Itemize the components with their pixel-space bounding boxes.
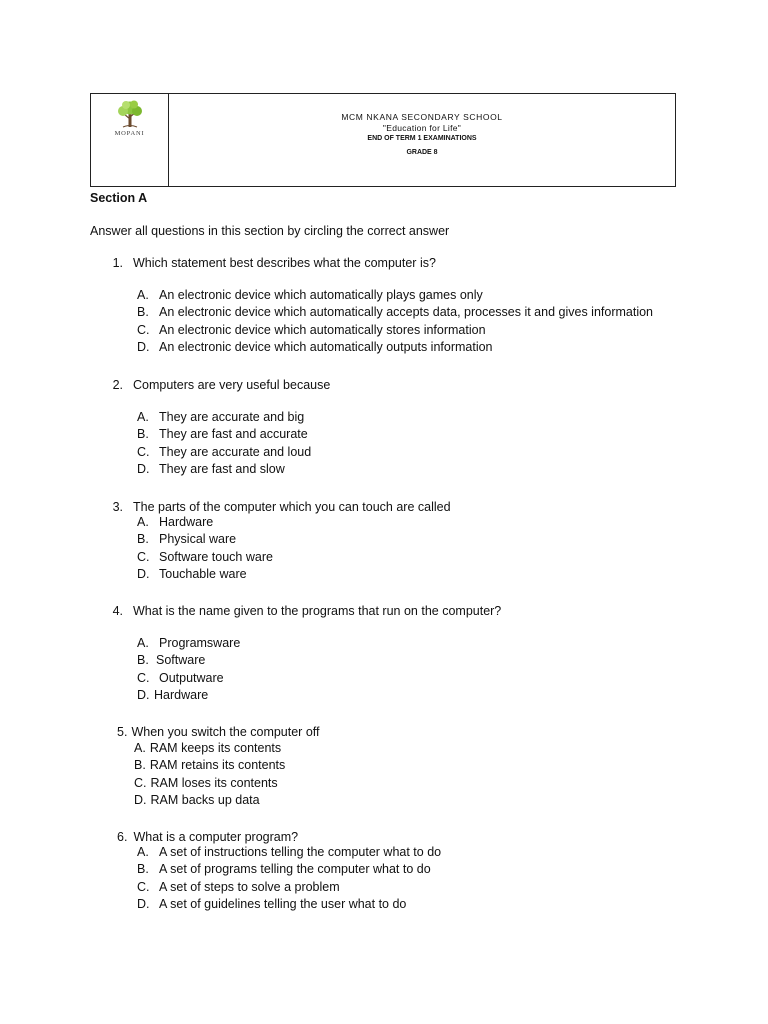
option-text: RAM backs up data [150, 793, 260, 808]
answer-option[interactable] [137, 444, 330, 461]
option-text: Hardware [154, 688, 209, 703]
option-letter: A. [137, 845, 149, 859]
option-text: They are accurate and loud [159, 444, 312, 459]
school-name: MCM NKANA SECONDARY SCHOOL [341, 112, 503, 122]
option-text: An electronic device which automatically plays games only [159, 288, 483, 302]
option-text: A set of instructions telling the computer what to do [159, 845, 442, 859]
logo [91, 94, 169, 186]
option-letter: C. [134, 775, 147, 790]
answer-option[interactable] [134, 740, 320, 757]
answer-option[interactable] [134, 757, 320, 774]
option-text: RAM loses its contents [150, 775, 278, 790]
option-letter: B. [137, 532, 149, 547]
answer-option[interactable] [137, 531, 451, 548]
option-text: They are fast and accurate [159, 427, 308, 442]
option-text: RAM keeps its contents [149, 741, 282, 755]
option-text: Touchable ware [159, 567, 247, 582]
question-text: What is a computer program? [133, 830, 299, 844]
option-text: They are accurate and big [159, 410, 305, 424]
answer-option[interactable] [137, 339, 653, 356]
option-letter: B. [137, 305, 149, 320]
question-text: When you switch the computer off [131, 725, 320, 739]
option-text: Software touch ware [159, 549, 273, 564]
answer-option[interactable] [137, 461, 330, 478]
question-2 [100, 378, 330, 479]
answer-option[interactable] [137, 549, 451, 566]
option-letter: A. [137, 515, 149, 529]
option-letter: B. [137, 653, 149, 668]
instructions: Answer all questions in this section by circling the correct answer [90, 224, 450, 238]
school-motto: "Education for Life" [382, 123, 462, 133]
question-1 [100, 256, 653, 357]
option-letter: D. [137, 688, 150, 703]
answer-option[interactable] [134, 775, 320, 792]
answer-option[interactable] [137, 879, 441, 896]
option-letter: C. [137, 670, 150, 685]
answer-option[interactable] [137, 670, 501, 687]
question-text: The parts of the computer which you can touch are called [133, 500, 451, 514]
answer-option[interactable] [137, 635, 501, 652]
question-text: Which statement best describes what the computer is? [133, 256, 436, 270]
option-text: A set of programs telling the computer what to do [159, 862, 431, 877]
option-letter: C. [137, 879, 150, 894]
answer-option[interactable] [137, 896, 441, 913]
question-number: 4. [112, 604, 123, 618]
option-text: A set of guidelines telling the user what to do [159, 897, 407, 912]
answer-option[interactable] [137, 652, 501, 669]
option-letter: A. [137, 636, 149, 650]
question-3 [100, 500, 451, 584]
answer-option[interactable] [137, 426, 330, 443]
option-letter: B. [134, 758, 146, 773]
question-4 [100, 604, 501, 705]
option-text: RAM retains its contents [149, 758, 286, 773]
exam-header [90, 93, 676, 187]
answer-option[interactable] [134, 792, 320, 809]
option-text: Software [156, 653, 206, 668]
option-letter: D. [137, 340, 150, 355]
question-number: 5. [117, 725, 128, 739]
option-text: A set of steps to solve a problem [159, 879, 340, 894]
option-text: Physical ware [159, 532, 237, 547]
option-text: Hardware [159, 515, 214, 529]
option-letter: B. [137, 862, 149, 877]
answer-option[interactable] [137, 322, 653, 339]
answer-option[interactable] [137, 687, 501, 704]
option-text: An electronic device which automatically outputs information [159, 340, 493, 355]
tree-logo-icon [113, 99, 147, 129]
option-text: Outputware [159, 670, 224, 685]
answer-option[interactable] [137, 287, 653, 304]
option-letter: A. [137, 410, 149, 424]
option-letter: B. [137, 427, 149, 442]
option-letter: D. [137, 462, 150, 477]
option-letter: A. [137, 288, 149, 302]
option-letter: A. [134, 741, 146, 755]
question-text: Computers are very useful because [133, 378, 331, 392]
section-title: Section A [90, 191, 148, 205]
option-letter: D. [137, 897, 150, 912]
option-letter: C. [137, 549, 150, 564]
option-letter: C. [137, 322, 150, 337]
question-6 [117, 830, 441, 914]
question-number: 3. [112, 500, 123, 514]
option-letter: D. [134, 793, 147, 808]
answer-option[interactable] [137, 844, 441, 861]
question-number: 6. [117, 830, 128, 844]
option-text: An electronic device which automatically stores information [159, 322, 486, 337]
option-text: Programsware [159, 636, 241, 650]
answer-option[interactable] [137, 566, 451, 583]
option-letter: C. [137, 444, 150, 459]
option-letter: D. [137, 567, 150, 582]
question-text: What is the name given to the programs that run on the computer? [133, 604, 502, 618]
answer-option[interactable] [137, 514, 451, 531]
answer-option[interactable] [137, 861, 441, 878]
header-title-cell [169, 94, 675, 186]
exam-title: END OF TERM 1 EXAMINATIONS [367, 135, 477, 142]
logo-text: MOPANI [114, 130, 145, 137]
answer-option[interactable] [137, 409, 330, 426]
option-text: They are fast and slow [159, 462, 285, 477]
question-number: 1. [112, 256, 123, 270]
question-number: 2. [112, 378, 123, 392]
question-5 [117, 725, 320, 810]
option-text: An electronic device which automatically accepts data, processes it and gives information [159, 305, 654, 320]
answer-option[interactable] [137, 304, 653, 321]
grade-label: GRADE 8 [406, 149, 438, 156]
